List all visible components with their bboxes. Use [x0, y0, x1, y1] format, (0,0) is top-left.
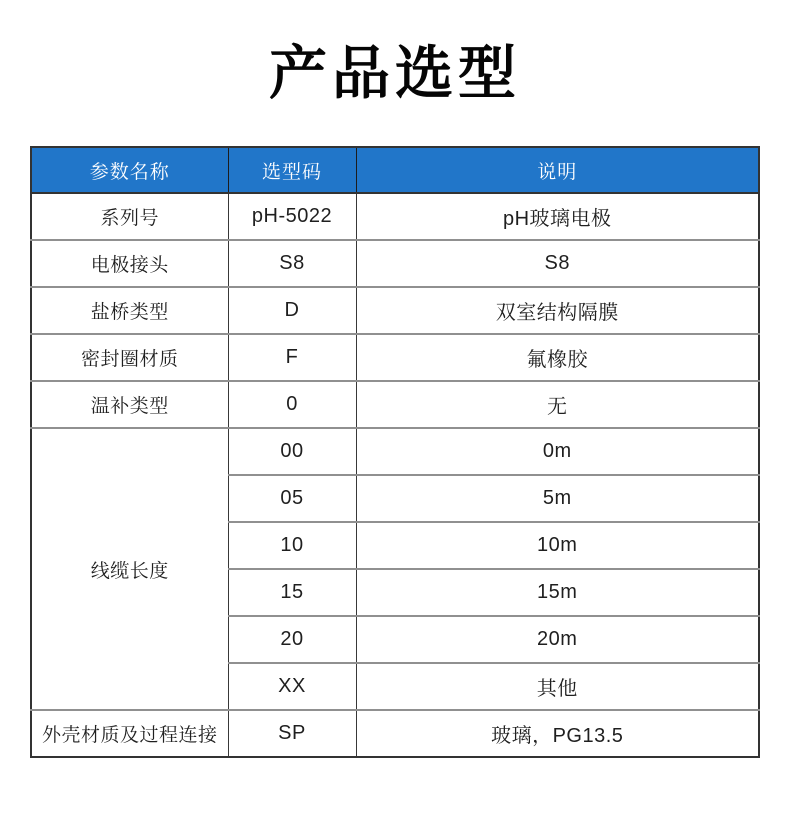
header-row	[31, 147, 759, 193]
param-cell: 电极接头	[31, 240, 228, 287]
desc-cell: 氟橡胶	[356, 334, 759, 381]
desc-cell: 5m	[356, 475, 759, 522]
desc-cell: S8	[356, 240, 759, 287]
header-desc: 说明	[356, 147, 759, 193]
code-cell: S8	[228, 240, 356, 287]
param-cell: 温补类型	[31, 381, 228, 428]
code-cell: 10	[228, 522, 356, 569]
table-row	[31, 193, 759, 240]
code-cell: D	[228, 287, 356, 334]
code-cell: 15	[228, 569, 356, 616]
desc-cell: pH玻璃电极	[356, 193, 759, 240]
table-row	[31, 334, 759, 381]
param-cell: 盐桥类型	[31, 287, 228, 334]
code-cell: 0	[228, 381, 356, 428]
desc-cell: 其他	[356, 663, 759, 710]
table-row	[31, 287, 759, 334]
product-selection-table	[30, 146, 760, 758]
header-param: 参数名称	[31, 147, 228, 193]
code-cell: 00	[228, 428, 356, 475]
page-title: 产品选型	[268, 41, 521, 106]
desc-cell: 双室结构隔膜	[356, 287, 759, 334]
table-row	[31, 428, 759, 475]
param-cell: 密封圈材质	[31, 334, 228, 381]
code-cell: XX	[228, 663, 356, 710]
code-cell: 05	[228, 475, 356, 522]
desc-cell: 15m	[356, 569, 759, 616]
code-cell: pH-5022	[228, 193, 356, 240]
param-cell: 系列号	[31, 193, 228, 240]
table-row	[31, 240, 759, 287]
header-code: 选型码	[228, 147, 356, 193]
code-cell: F	[228, 334, 356, 381]
table-row	[31, 381, 759, 428]
code-cell: SP	[228, 710, 356, 757]
desc-cell: 0m	[356, 428, 759, 475]
code-cell: 20	[228, 616, 356, 663]
desc-cell: 20m	[356, 616, 759, 663]
table-row	[31, 710, 759, 757]
param-cell: 外壳材质及过程连接	[31, 710, 228, 757]
desc-cell: 10m	[356, 522, 759, 569]
desc-cell: 无	[356, 381, 759, 428]
param-cell-cable-length: 线缆长度	[31, 428, 228, 710]
desc-cell: 玻璃，PG13.5	[356, 710, 759, 757]
